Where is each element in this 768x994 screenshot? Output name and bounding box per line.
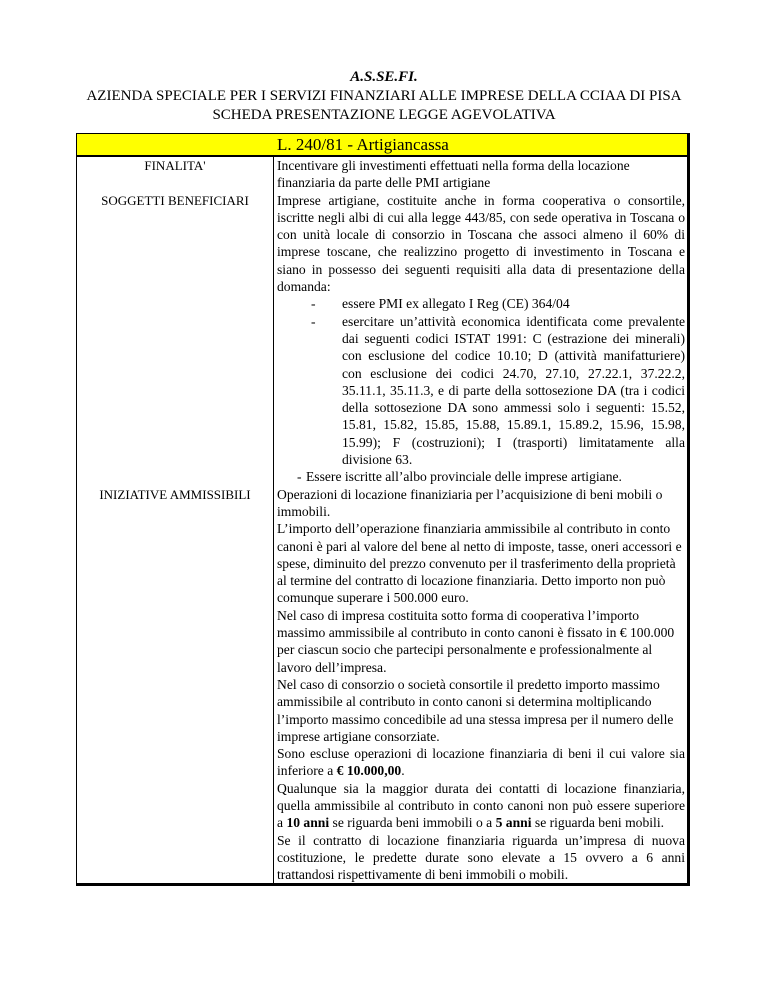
min-amount: € 10.000,00: [336, 763, 402, 779]
content-cell-finalita: [274, 156, 689, 192]
p6-end: se riguarda beni mobili.: [531, 815, 665, 831]
requirement-text: essere PMI ex allegato I Reg (CE) 364/04: [342, 296, 570, 312]
duration-immobili: 10 anni: [286, 815, 330, 831]
iniziative-p7: Se il contratto di locazione finanziaria riguarda un’impresa di nuova costituzione, le predette durate sono elevate a 15 ovvero a 6 anni trattandosi rispettivamente di beni immobili o mobili.: [277, 832, 685, 883]
p5-end: .: [401, 763, 405, 779]
requirement-text: Essere iscritte all’albo provinciale delle imprese artigiane.: [306, 469, 622, 485]
iniziative-p3: Nel caso di impresa costituita sotto forma di cooperativa l’importo massimo ammissibile al contributo in conto canoni è fissato in € 100.000 per ciascun socio che partecipi personalmente e professionalmente al lavoro dell’impresa.: [277, 607, 675, 675]
dash-bullet: -: [311, 296, 316, 312]
title-cell: [77, 134, 689, 157]
label-soggetti: SOGGETTI BENEFICIARI: [101, 192, 249, 208]
requirement-text: esercitare un’attività economica identificata come prevalente dai seguenti codici ISTAT 1991: C (estrazione dei minerali) con esclusione del codice 10.10; D (attività manifatturiere) con esclusione dei codici 24.70, 27.10, 27.22.1, 37.22.2, 35.11.1, 35.11.3, e di parte della sottosezione DA (tra i codici della sottosezione DA sono ammessi solo i seguenti: 15.52, 15.81, 15.82, 15.85, 15.88, 15.89.1, 15.89.2, 15.96, 15.98, 15.99); F (costruzioni); I (trasporti) limitatamente alla divisione 63.: [342, 313, 685, 468]
content-cell-soggetti: [274, 192, 689, 486]
row-soggetti: [77, 192, 689, 486]
label-cell-soggetti: [77, 192, 274, 486]
label-finalita: FINALITA': [144, 158, 206, 173]
p6-text: Qualunque sia la maggior durata dei contatti di locazione finanziaria, quella ammissibile al contributo in conto canoni non può essere superiore a: [277, 780, 685, 831]
list-item: [277, 295, 685, 312]
dash-bullet: -: [311, 313, 316, 329]
title-row: [77, 134, 689, 157]
row-finalita: [77, 156, 689, 192]
content-cell-iniziative: [274, 486, 689, 885]
org-full-name: AZIENDA SPECIALE PER I SERVIZI FINANZIARI ALLE IMPRESE DELLA CCIAA DI PISA: [86, 88, 682, 104]
finalita-text: Incentivare gli investimenti effettuati nella forma della locazione finanziaria da parte delle PMI artigiane: [277, 158, 630, 191]
document-subtitle: SCHEDA PRESENTAZIONE LEGGE AGEVOLATIVA: [212, 107, 556, 123]
iniziative-p1: Operazioni di locazione finaniziaria per l’acquisizione di beni mobili o immobili.: [277, 486, 663, 519]
law-sheet-table: [76, 133, 690, 886]
p5-text: Sono escluse operazioni di locazione finanziaria di beni il cui valore sia inferiore a: [277, 746, 685, 779]
iniziative-p6: [277, 780, 685, 832]
label-iniziative: INIZIATIVE AMMISSIBILI: [99, 486, 251, 502]
law-title: L. 240/81 - Artigiancassa: [277, 135, 449, 154]
label-cell-iniziative: [77, 486, 274, 885]
dash-bullet: -: [297, 469, 302, 485]
label-cell-finalita: [77, 156, 274, 192]
iniziative-p4: Nel caso di consorzio o società consortile il predetto importo massimo ammissibile al contributo in conto canoni si determina moltiplicando l’importo massimo concedibile ad una stessa impresa per il numero delle imprese artigiane consorziate.: [277, 676, 674, 744]
org-acronym: A.S.SE.FI.: [350, 69, 418, 85]
row-iniziative: [77, 486, 689, 885]
list-item: [277, 313, 685, 469]
iniziative-p2: L’importo dell’operazione finanziaria ammissibile al contributo in conto canoni è pari al valore del bene al netto di imposte, tasse, oneri accessori e spese, diminuito del prezzo convenuto per il trasferimento della proprietà al termine del contratto di locazione finanziaria. Detto importo non può comunque superare i 500.000 euro.: [277, 521, 682, 606]
iniziative-p5: [277, 745, 685, 780]
list-item: [277, 468, 685, 485]
duration-mobili: 5 anni: [495, 815, 532, 831]
soggetti-intro: Imprese artigiane, costituite anche in forma cooperativa o consortile, iscritte negli albi di cui alla legge 443/85, con sede operativa in Toscana o con unità locale di consorzio in Toscana che associ almeno il 60% di imprese toscane, che realizzino progetto di investimento in Toscana e siano in possesso dei seguenti requisiti alla data di presentazione della domanda:: [277, 192, 685, 295]
document-header: [0, 68, 768, 125]
requirements-list: [277, 295, 685, 485]
p6-mid: se riguarda beni immobili o a: [329, 815, 496, 831]
